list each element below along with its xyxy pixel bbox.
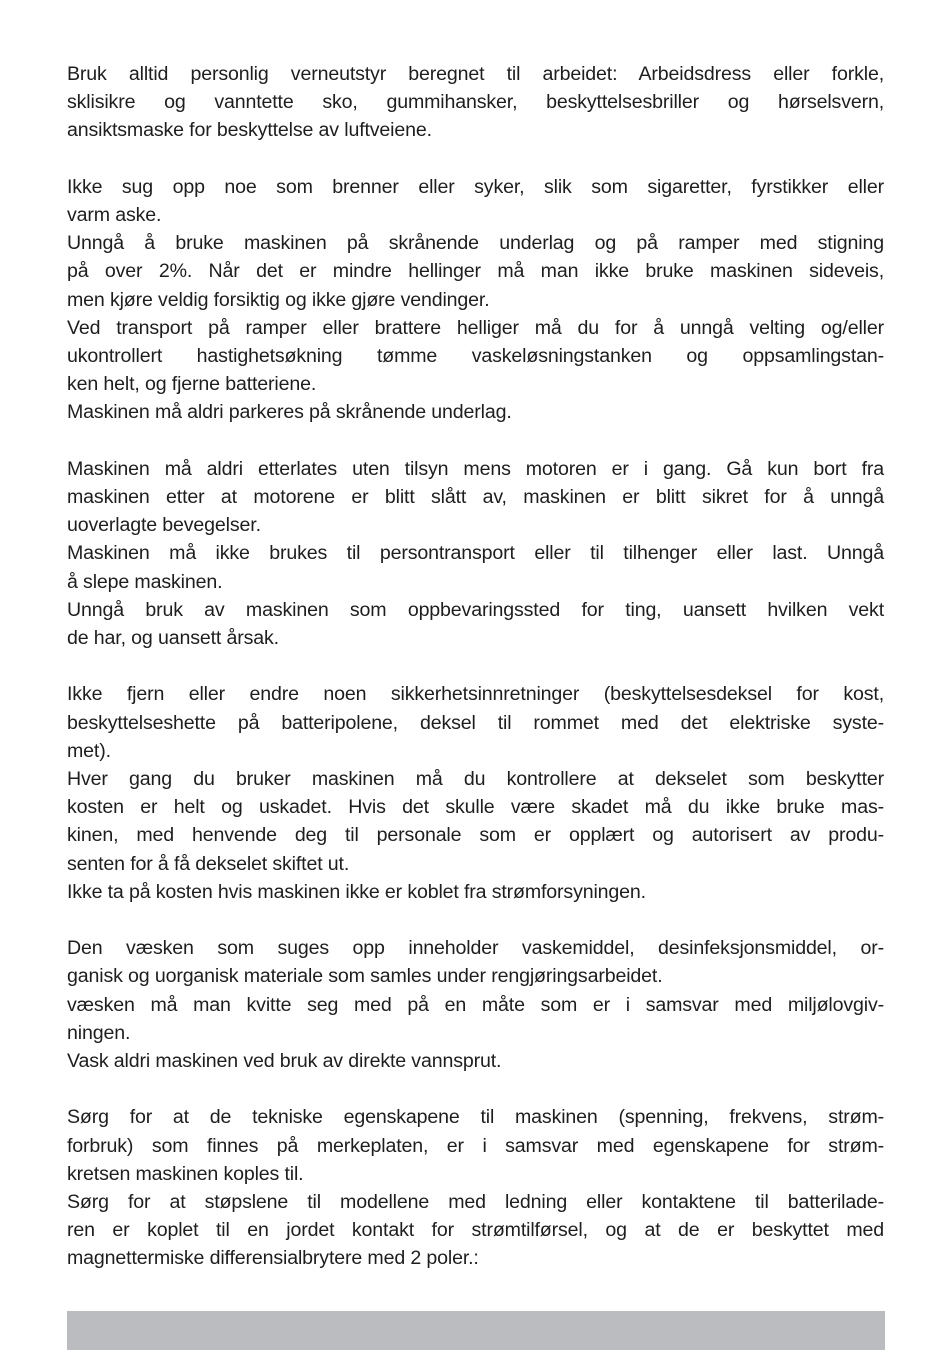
text-line: Unngå å bruke maskinen på skrånende underlag og på ramper med stigning [67, 232, 884, 255]
text-line: Den væsken som suges opp inneholder vaskemiddel, desinfeksjonsmiddel, or- [67, 937, 884, 960]
paragraph-group [67, 60, 884, 145]
text-line: kosten er helt og uskadet. Hvis det skulle være skadet må du ikke bruke mas- [67, 796, 884, 819]
paragraph [67, 596, 884, 652]
text-line: på over 2%. Når det er mindre hellinger må man ikke bruke maskinen sideveis, [67, 260, 884, 283]
paragraph-group [67, 934, 884, 1075]
paragraph [67, 539, 884, 595]
text-line: varm aske. [67, 204, 162, 226]
text-line: ningen. [67, 1021, 131, 1044]
text-line: kinen, med henvende deg til personale som er opplært og autorisert av produ- [67, 824, 884, 847]
text-line: Ved transport på ramper eller brattere helliger må du for å unngå velting og/eller [67, 316, 884, 339]
paragraph [67, 173, 884, 229]
text-line: Maskinen må ikke brukes til persontransport eller til tilhenger eller last. Unngå [67, 542, 884, 565]
text-line: sklisikre og vanntette sko, gummihansker, beskyttelsesbriller og hørselsvern, [67, 91, 884, 114]
document-body [67, 60, 884, 1301]
text-line: ukontrollert hastighetsøkning tømme vaskeløsningstanken og oppsamlingstan- [67, 345, 884, 368]
paragraph [67, 1103, 884, 1188]
paragraph-group [67, 680, 884, 906]
text-line: ken helt, og fjerne batteriene. [67, 373, 317, 396]
text-line: forbruk) som finnes på merkeplaten, er i samsvar med egenskapene for strøm- [67, 1134, 884, 1157]
text-line: Ikke sug opp noe som brenner eller syker, slik som sigaretter, fyrstikker eller [67, 175, 884, 198]
paragraph [67, 1047, 884, 1075]
paragraph [67, 765, 884, 878]
paragraph-group [67, 1103, 884, 1272]
text-line: de har, og uansett årsak. [67, 627, 279, 650]
paragraph [67, 1188, 884, 1273]
text-line: senten for å få dekselet skiftet ut. [67, 852, 350, 875]
text-line: Ikke fjern eller endre noen sikkerhetsinnretninger (beskyttelsesdeksel for kost, [67, 683, 884, 706]
paragraph-group [67, 455, 884, 652]
text-line: men kjøre veldig forsiktig og ikke gjøre vendinger. [67, 288, 490, 311]
text-line: væsken må man kvitte seg med på en måte som er i samsvar med miljølovgiv- [67, 993, 884, 1016]
text-line: Sørg for at de tekniske egenskapene til maskinen (spenning, frekvens, strøm- [67, 1106, 884, 1129]
paragraph [67, 455, 884, 540]
text-line: Maskinen må aldri parkeres på skrånende underlag. [67, 401, 512, 424]
text-line: uoverlagte bevegelser. [67, 514, 261, 537]
text-line: Vask aldri maskinen ved bruk av direkte vannsprut. [67, 1050, 502, 1073]
text-line: Unngå bruk av maskinen som oppbevaringssted for ting, uansett hvilken vekt [67, 598, 884, 621]
text-line: beskyttelseshette på batteripolene, deksel til rommet med det elektriske syste- [67, 711, 884, 734]
text-line: Hver gang du bruker maskinen må du kontrollere at dekselet som beskytter [67, 768, 884, 791]
text-line: maskinen etter at motorene er blitt slått av, maskinen er blitt sikret for å unngå [67, 486, 884, 509]
footer-bar [67, 1311, 885, 1350]
text-line: Maskinen må aldri etterlates uten tilsyn mens motoren er i gang. Gå kun bort fra [67, 457, 884, 480]
paragraph-group [67, 173, 884, 427]
paragraph [67, 60, 884, 145]
paragraph [67, 680, 884, 765]
paragraph [67, 934, 884, 990]
text-line: Ikke ta på kosten hvis maskinen ikke er koblet fra strømforsyningen. [67, 880, 646, 903]
paragraph [67, 991, 884, 1047]
paragraph [67, 229, 884, 314]
paragraph [67, 398, 884, 426]
text-line: magnettermiske differensialbrytere med 2 poler.: [67, 1247, 479, 1270]
text-line: ansiktsmaske for beskyttelse av luftveiene. [67, 119, 432, 142]
paragraph [67, 314, 884, 399]
text-line: kretsen maskinen koples til. [67, 1162, 304, 1185]
text-line: ren er koplet til en jordet kontakt for strømtilførsel, og at de er beskyttet med [67, 1219, 884, 1242]
text-line: ganisk og uorganisk materiale som samles under rengjøringsarbeidet. [67, 965, 663, 988]
text-line: met). [67, 739, 111, 762]
text-line: Bruk alltid personlig verneutstyr beregnet til arbeidet: Arbeidsdress eller forkle, [67, 63, 884, 85]
paragraph [67, 878, 884, 906]
text-line: å slepe maskinen. [67, 570, 223, 593]
text-line: Sørg for at støpslene til modellene med ledning eller kontaktene til batterilade- [67, 1191, 884, 1214]
